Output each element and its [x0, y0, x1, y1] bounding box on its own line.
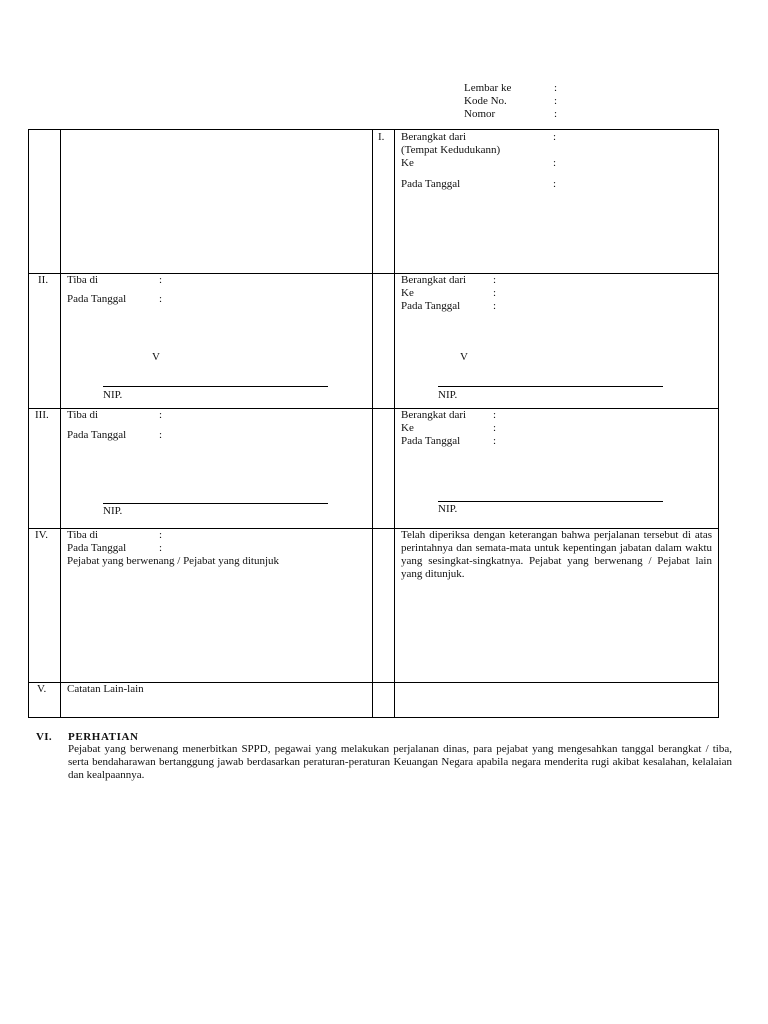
- pada-tanggal-colon: :: [493, 435, 497, 447]
- ke-colon: :: [553, 157, 557, 169]
- signature-line: [438, 386, 663, 387]
- signature-line: [438, 501, 663, 502]
- pada-tanggal-label: Pada Tanggal: [67, 293, 127, 305]
- table-border-left: [28, 129, 29, 718]
- nip-label: NIP.: [438, 503, 458, 515]
- table-divider-2: [28, 408, 719, 409]
- berangkat-dari-label: Berangkat dari: [401, 274, 467, 286]
- catatan-label: Catatan Lain-lain: [67, 683, 144, 695]
- tiba-di-label: Tiba di: [67, 529, 99, 541]
- table-border-top: [28, 129, 719, 130]
- ke-label: Ke: [401, 157, 414, 169]
- berangkat-dari-colon: :: [553, 131, 557, 143]
- berangkat-dari-colon: :: [493, 274, 497, 286]
- table-divider-1: [28, 273, 719, 274]
- ke-colon: :: [493, 422, 497, 434]
- section-6-numeral: VI.: [36, 731, 52, 743]
- tiba-di-label: Tiba di: [67, 409, 99, 421]
- table-col-divider-1: [60, 129, 61, 718]
- signature-line: [103, 503, 328, 504]
- pejabat-label: Pejabat yang berwenang / Pejabat yang ditunjuk: [67, 555, 279, 567]
- ke-colon: :: [493, 287, 497, 299]
- pada-tanggal-colon: :: [159, 293, 163, 305]
- kode-no-colon: :: [554, 95, 558, 107]
- pada-tanggal-colon: :: [553, 178, 557, 190]
- pemeriksaan-statement: Telah diperiksa dengan keterangan bahwa perjalanan tersebut di atas perintahnya dan semata-mata untuk kepentingan jabatan dalam waktu yang sesingkat-singkatnya. Pejabat yang berwenang / Pejabat lain yang ditunjuk.: [401, 529, 712, 580]
- perhatian-text: Pejabat yang berwenang menerbitkan SPPD, pegawai yang melakukan perjalanan dinas, para pejabat yang mengesahkan tanggal berangkat / tiba, serta bendaharawan bertanggung jawab berdasarkan peraturan-peraturan Keuangan Negara apabila negara menderita rugi akibat kesalahan, kelalaian dan kealpaannya.: [68, 743, 732, 781]
- section-3-numeral: III.: [35, 409, 49, 421]
- pada-tanggal-label: Pada Tanggal: [67, 542, 127, 554]
- pada-tanggal-label: Pada Tanggal: [401, 300, 461, 312]
- section-2-numeral: II.: [38, 274, 49, 286]
- tiba-di-colon: :: [159, 529, 163, 541]
- tiba-di-label: Tiba di: [67, 274, 99, 286]
- pada-tanggal-label: Pada Tanggal: [401, 435, 461, 447]
- nomor-label: Nomor: [464, 108, 496, 120]
- nip-label: NIP.: [438, 389, 458, 401]
- signature-line: [103, 386, 328, 387]
- ke-label: Ke: [401, 422, 414, 434]
- tiba-di-colon: :: [159, 409, 163, 421]
- lembar-ke-colon: :: [554, 82, 558, 94]
- perhatian-title: PERHATIAN: [68, 731, 139, 743]
- berangkat-dari-colon: :: [493, 409, 497, 421]
- pada-tanggal-label: Pada Tanggal: [401, 178, 461, 190]
- table-col-divider-2: [372, 129, 373, 718]
- lembar-ke-label: Lembar ke: [464, 82, 512, 94]
- pada-tanggal-colon: :: [493, 300, 497, 312]
- table-border-right: [718, 129, 719, 718]
- ke-label: Ke: [401, 287, 414, 299]
- table-col-divider-3: [394, 129, 395, 718]
- nip-label: NIP.: [103, 505, 123, 517]
- v-mark: V: [152, 351, 160, 363]
- v-mark: V: [460, 351, 468, 363]
- pada-tanggal-label: Pada Tanggal: [67, 429, 127, 441]
- berangkat-dari-label: Berangkat dari: [401, 409, 467, 421]
- section-1-numeral: I.: [378, 131, 385, 143]
- tiba-di-colon: :: [159, 274, 163, 286]
- section-5-numeral: V.: [37, 683, 47, 695]
- kode-no-label: Kode No.: [464, 95, 507, 107]
- pada-tanggal-colon: :: [159, 542, 163, 554]
- nip-label: NIP.: [103, 389, 123, 401]
- pada-tanggal-colon: :: [159, 429, 163, 441]
- nomor-colon: :: [554, 108, 558, 120]
- table-border-bottom: [28, 717, 719, 718]
- berangkat-dari-label: Berangkat dari: [401, 131, 467, 143]
- tempat-kedudukan-label: (Tempat Kedudukann): [401, 144, 501, 156]
- section-4-numeral: IV.: [35, 529, 48, 541]
